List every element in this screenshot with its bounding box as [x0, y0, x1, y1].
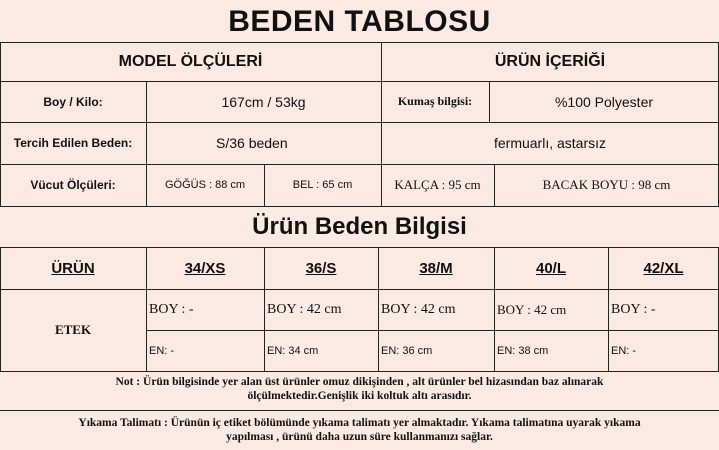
- en-cell: EN: -: [611, 344, 637, 357]
- model-heading: MODEL ÖLÇÜLERİ: [118, 52, 263, 70]
- kumas-label: Kumaş bilgisi:: [397, 94, 473, 108]
- content-heading: ÜRÜN İÇERİĞİ: [494, 52, 606, 70]
- vucut-label: Vücut Ölçüleri:: [30, 178, 116, 192]
- en-cell: EN: -: [149, 344, 175, 357]
- boy-cell: BOY : -: [611, 301, 656, 317]
- column-header-urun: ÜRÜN: [51, 259, 95, 277]
- boy-cell: BOY : 42 cm: [267, 301, 342, 317]
- bel-value: BEL : 65 cm: [292, 179, 353, 191]
- wash-text: [0, 416, 719, 444]
- column-header-40l: 40/L: [535, 259, 566, 277]
- column-header-36s: 36/S: [305, 259, 337, 277]
- boy-kilo-label: Boy / Kilo:: [43, 94, 103, 109]
- size-heading: Ürün Beden Bilgisi: [252, 213, 467, 240]
- detay-value: fermuarlı, astarsız: [493, 135, 607, 151]
- en-cell: EN: 36 cm: [381, 344, 433, 357]
- column-header-42xl: 42/XL: [643, 259, 684, 277]
- gogus-value: GÖĞÜS : 88 cm: [164, 179, 246, 191]
- wash-line-1: Yıkama Talimatı : Ürünün iç etiket bölümünde yıkama talimatı yer almaktadır. Yıkama talimatına uyarak yıkama: [78, 417, 641, 429]
- en-cell: EN: 34 cm: [267, 344, 319, 357]
- column-header-34xs: 34/XS: [184, 259, 226, 277]
- product-name: ETEK: [54, 322, 92, 337]
- en-cell: EN: 38 cm: [497, 344, 549, 357]
- note-line-2: ölçülmektedir.Genişlik iki koltuk altı arasıdır.: [247, 390, 472, 402]
- note-text: [0, 375, 719, 403]
- column-header-38m: 38/M: [419, 259, 453, 277]
- boy-cell: BOY : 42 cm: [497, 301, 567, 317]
- kumas-value: %100 Polyester: [554, 93, 654, 110]
- note-line-1: Not : Ürün bilgisinde yer alan üst ürünler omuz dikişinden , alt ürünler bel hizasından baz alınarak: [115, 376, 604, 388]
- kalca-value: KALÇA : 95 cm: [394, 177, 481, 192]
- boy-cell: BOY : -: [149, 301, 194, 317]
- page-title: BEDEN TABLOSU: [228, 5, 491, 38]
- tercih-label: Tercih Edilen Beden:: [13, 136, 133, 150]
- bacak-value: BACAK BOYU : 98 cm: [542, 177, 671, 192]
- tercih-value: S/36 beden: [216, 135, 288, 151]
- boy-kilo-value: 167cm / 53kg: [221, 93, 306, 110]
- wash-line-2: yapılması , ürünü daha uzun süre kullanmanızı sağlar.: [226, 431, 493, 443]
- boy-cell: BOY : 42 cm: [381, 301, 456, 317]
